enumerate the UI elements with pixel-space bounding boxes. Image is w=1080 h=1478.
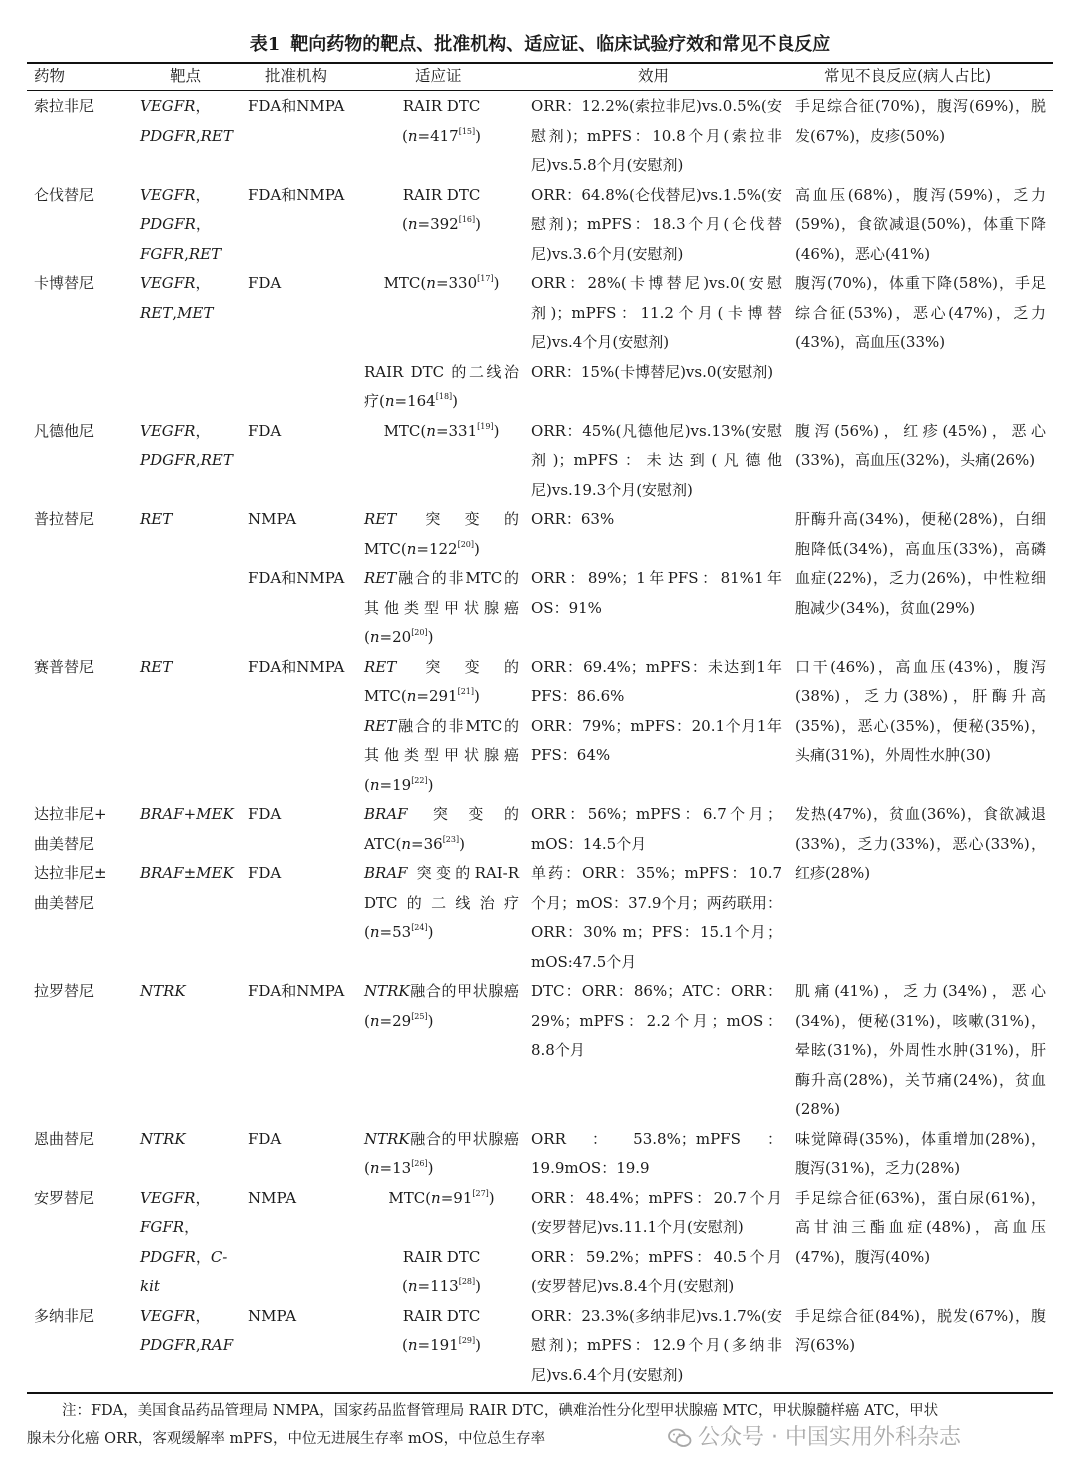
efficacy: ORR：15%(卡博替尼)vs.0(安慰剂)	[531, 362, 774, 381]
approval-agency: FDA	[248, 1129, 282, 1148]
approval-agency: FDA	[248, 805, 282, 823]
efficacy: ORR：59.2%；mPFS：40.5个月(安罗替尼)vs.8.4个月(安慰剂)	[531, 1247, 782, 1295]
header-adverse: 常见不良反应(病人占比)	[824, 67, 992, 85]
approval-agency: FDA和NMPA	[248, 982, 345, 1000]
indication: RET融合的非MTC的其他类型甲状腺癌(n=20[20])	[364, 569, 519, 646]
drug-target: BRAF±MEK	[140, 864, 234, 882]
indication: MTC(n=330[17])	[383, 274, 500, 292]
indication: RET 突变的 MTC(n=122[20])	[364, 510, 519, 558]
approval-agency: NMPA	[248, 1188, 297, 1207]
indication: NTRK融合的甲状腺癌(n=13[26])	[364, 1129, 519, 1177]
indication: RAIR DTC (n=392[16])	[401, 185, 481, 233]
drug-name: 卡博替尼	[34, 274, 95, 292]
approval-agency: FDA和NMPA	[248, 657, 345, 676]
table-header-rule	[27, 90, 1053, 91]
drug-target: VEGFR， PDGFR,RAF	[140, 1306, 234, 1354]
drug-target: VEGFR， RET,MET	[140, 274, 214, 322]
efficacy: ORR：48.4%；mPFS：20.7个月(安罗替尼)vs.11.1个月(安慰剂)	[531, 1188, 782, 1236]
indication: RET 突变的 MTC(n=291[21])	[364, 657, 519, 705]
drug-target: VEGFR， PDGFR,RET	[140, 97, 233, 145]
drug-name: 凡德他尼	[34, 421, 95, 440]
adverse-reactions: 腹泻(56%)，红疹(45%)，恶心(33%)，高血压(32%)，头痛(26%)	[795, 421, 1046, 469]
drug-target: NTRK	[140, 982, 186, 1000]
header-target: 靶点	[170, 67, 202, 85]
drug-name: 多纳非尼	[34, 1306, 95, 1325]
watermark-text: 公众号 · 中国实用外科杂志	[698, 1425, 961, 1450]
drug-target: NTRK	[140, 1129, 186, 1148]
adverse-reactions: 肝酶升高(34%)，便秘(28%)，白细胞降低(34%)，高血压(33%)，高磷血症(22%)，乏力(26%)，中性粒细胞减少(34%)，贫血(29%)	[795, 510, 1046, 617]
drug-name: 仑伐替尼	[34, 185, 95, 204]
efficacy: ORR：69.4%；mPFS：未达到1年PFS：86.6%	[531, 657, 782, 705]
efficacy: ORR：64.8%(仑伐替尼)vs.1.5%(安慰剂)；mPFS：18.3个月(仑伐替尼)vs.3.6个月(安慰剂)	[531, 185, 782, 263]
adverse-reactions: 手足综合征(63%)，蛋白尿(61%)，高甘油三酯血症(48%)，高血压(47%)，腹泻(40%)	[795, 1188, 1046, 1266]
adverse-reactions: 手足综合征(70%)，腹泻(69%)，脱发(67%)，皮疹(50%)	[795, 97, 1046, 145]
efficacy: ORR：79%；mPFS：20.1个月1年PFS：64%	[531, 716, 782, 764]
efficacy: ORR：23.3%(多纳非尼)vs.1.7%(安慰剂)；mPFS：12.9个月(多纳非尼)vs.6.4个月(安慰剂)	[531, 1306, 782, 1384]
approval-agency: NMPA	[248, 1306, 297, 1325]
table-note-line-2: 腺未分化癌 ORR，客观缓解率 mPFS，中位无进展生存率 mOS，中位总生存率	[27, 1431, 546, 1447]
indication: BRAF 突变的RAI-R DTC的二线治疗(n=53[24])	[364, 864, 519, 941]
drug-target: RET	[140, 657, 173, 676]
efficacy: DTC：ORR：86%；ATC：ORR：29%；mPFS：2.2个月；mOS：8.8个月	[531, 982, 782, 1059]
header-efficacy: 效用	[638, 67, 670, 85]
indication: MTC(n=91[27])	[388, 1188, 495, 1207]
table-bottom-rule	[27, 1392, 1053, 1394]
approval-agency: FDA和NMPA	[248, 97, 345, 115]
drug-name: 赛普替尼	[34, 657, 95, 676]
approval-agency: NMPA	[248, 510, 297, 528]
drug-name: 达拉非尼+ 曲美替尼	[34, 805, 107, 853]
drug-name: 恩曲替尼	[34, 1129, 95, 1148]
drug-name: 拉罗替尼	[34, 982, 95, 1000]
header-indication: 适应证	[415, 67, 462, 85]
wechat-icon	[668, 1427, 692, 1449]
approval-agency: FDA和NMPA	[248, 185, 345, 204]
efficacy: ORR：89%；1年PFS：81%1年OS：91%	[531, 569, 782, 617]
drug-target: VEGFR， PDGFR， FGFR,RET	[140, 185, 222, 263]
drug-name: 安罗替尼	[34, 1188, 95, 1207]
indication: BRAF 突变的 ATC(n=36[23])	[364, 805, 519, 853]
indication: RET融合的非MTC的其他类型甲状腺癌(n=19[22])	[364, 716, 519, 794]
adverse-reactions: 口干(46%)，高血压(43%)，腹泻(38%)，乏力(38%)，肝酶升高(35%)，恶心(35%)，便秘(35%)，头痛(31%)，外周性水肿(30)	[795, 657, 1046, 764]
table-note-line-1: 注：FDA，美国食品药品管理局 NMPA，国家药品监督管理局 RAIR DTC，碘难治性分化型甲状腺癌 MTC，甲状腺髓样癌 ATC，甲状	[62, 1403, 939, 1419]
efficacy: ORR：12.2%(索拉非尼)vs.0.5%(安慰剂)；mPFS：10.8个月(索拉非尼)vs.5.8个月(安慰剂)	[531, 97, 782, 174]
indication: RAIR DTC 的二线治疗(n=164[18])	[364, 362, 519, 410]
table-title	[0, 30, 1080, 60]
table-caption: 靶向药物的靶点、批准机构、适应证、临床试验疗效和常见不良反应	[290, 34, 831, 55]
efficacy: ORR：28%(卡博替尼)vs.0(安慰剂)；mPFS：11.2个月(卡博替尼)vs.4个月(安慰剂)	[531, 274, 782, 351]
drug-target: RET	[140, 510, 173, 528]
efficacy: ORR：56%；mPFS：6.7个月；mOS：14.5个月	[531, 805, 782, 853]
indication: RAIR DTC (n=191[29])	[401, 1306, 481, 1354]
drug-name: 索拉非尼	[34, 97, 95, 115]
adverse-reactions: 发热(47%)，贫血(36%)，食欲减退(33%)，乏力(33%)，恶心(33%)，红疹(28%)	[795, 805, 1046, 882]
header-drug: 药物	[34, 67, 66, 85]
efficacy: 单药：ORR：35%；mPFS：10.7个月；mOS：37.9个月；两药联用：ORR：30% m；PFS：15.1个月；mOS:47.5个月	[531, 864, 782, 971]
approval-agency: FDA	[248, 421, 282, 440]
drug-target: BRAF+MEK	[140, 805, 234, 823]
indication: NTRK融合的甲状腺癌(n=29[25])	[364, 982, 519, 1030]
approval-agency: FDA	[248, 864, 282, 882]
adverse-reactions: 腹泻(70%)，体重下降(58%)，手足综合征(53%)，恶心(47%)，乏力(43%)，高血压(33%)	[795, 274, 1046, 351]
adverse-reactions: 手足综合征(84%)，脱发(67%)，腹泻(63%)	[795, 1306, 1046, 1354]
adverse-reactions: 肌痛(41%)，乏力(34%)，恶心(34%)，便秘(31%)，咳嗽(31%)，晕眩(31%)，外周性水肿(31%)，肝酶升高(28%)，关节痛(24%)，贫血(28%)	[795, 982, 1046, 1118]
adverse-reactions: 味觉障碍(35%)，体重增加(28%)，腹泻(31%)，乏力(28%)	[795, 1129, 1046, 1177]
drug-name: 达拉非尼± 曲美替尼	[34, 864, 107, 912]
table-label: 表1	[249, 34, 281, 55]
drug-name: 普拉替尼	[34, 510, 95, 528]
approval-agency: FDA和NMPA	[248, 569, 345, 587]
efficacy: ORR：63%	[531, 510, 615, 528]
drug-target: VEGFR， FGFR， PDGFR，C- kit	[140, 1188, 228, 1295]
approval-agency: FDA	[248, 274, 282, 292]
header-agency: 批准机构	[265, 67, 328, 85]
indication: RAIR DTC (n=113[28])	[401, 1247, 481, 1295]
indication: MTC(n=331[19])	[383, 421, 500, 440]
adverse-reactions: 高血压(68%)，腹泻(59%)，乏力(59%)，食欲减退(50%)，体重下降(46%)，恶心(41%)	[795, 185, 1046, 263]
indication: RAIR DTC (n=417[15])	[401, 97, 481, 145]
watermark	[668, 1422, 961, 1454]
efficacy: ORR：53.8%；mPFS：19.9mOS：19.9	[531, 1129, 782, 1177]
efficacy: ORR：45%(凡德他尼)vs.13%(安慰剂)；mPFS：未达到(凡德他尼)vs.19.3个月(安慰剂)	[531, 421, 782, 499]
drug-target: VEGFR， PDGFR,RET	[140, 421, 233, 469]
